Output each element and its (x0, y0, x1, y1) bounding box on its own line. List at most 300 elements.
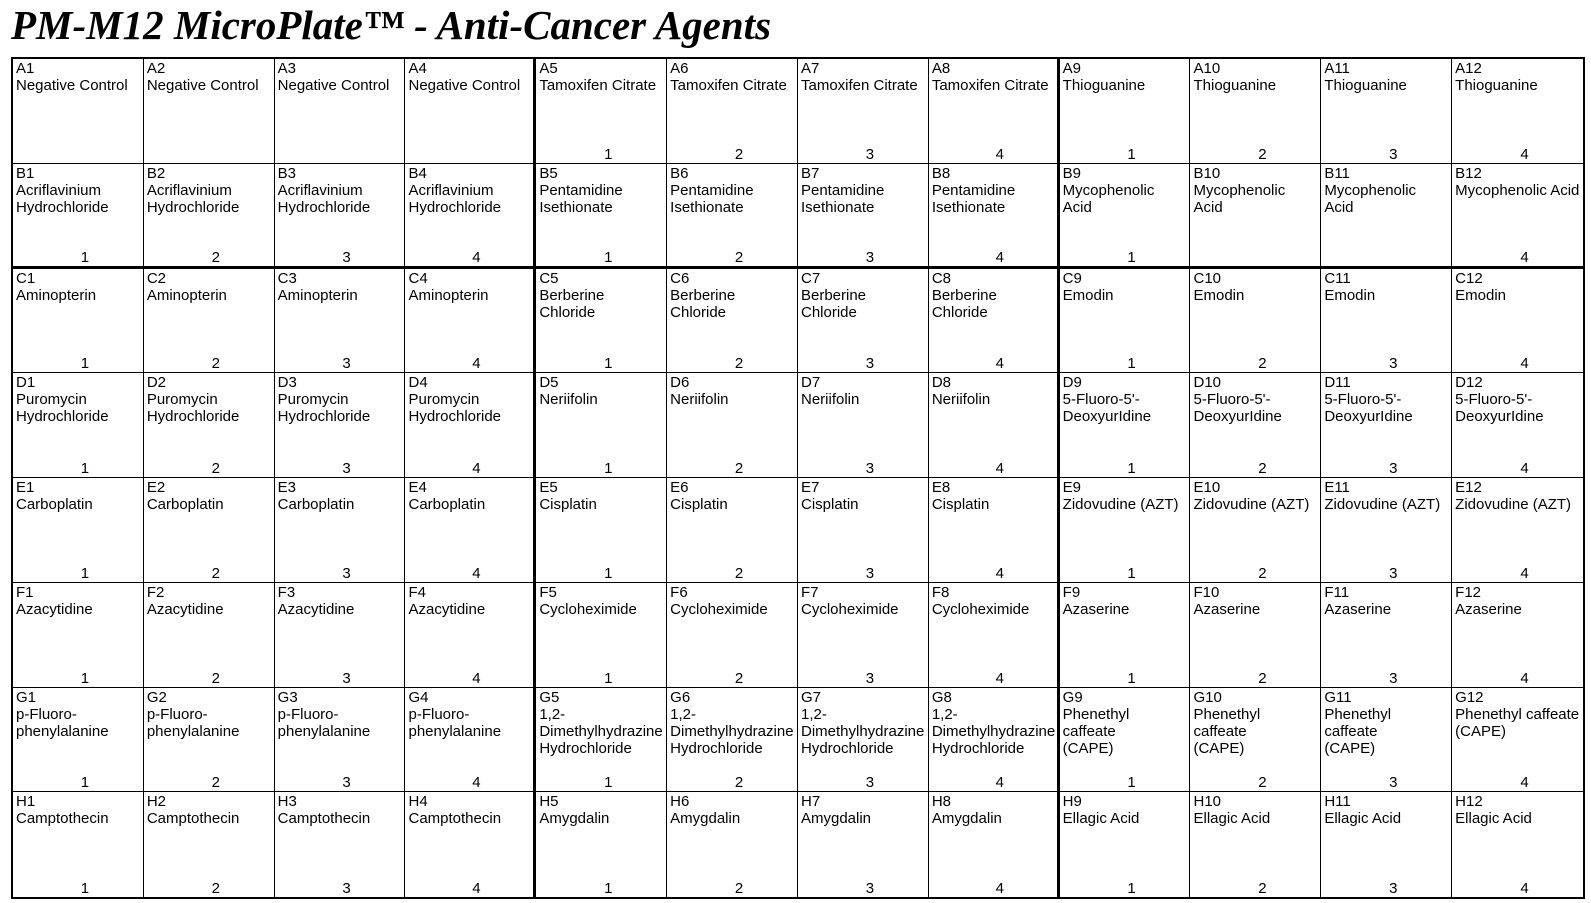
well-id: G4 (408, 688, 429, 706)
well-id: G1 (16, 688, 37, 706)
well-compound: Acriflavinium Hydrochloride (277, 181, 371, 216)
well-compound: Emodin (1324, 286, 1376, 304)
well-id: A7 (800, 60, 820, 77)
well-compound: Pentamidine Isethionate (931, 181, 1016, 216)
well-cell (1060, 688, 1191, 793)
well-id: G11 (1324, 688, 1352, 706)
well-compound: Azaserine (1455, 600, 1522, 618)
well-id: E2 (146, 479, 166, 496)
well-cell (1452, 792, 1583, 897)
well-id: B8 (931, 164, 951, 182)
well-cell (13, 688, 144, 793)
well-compound: Zidovudine (AZT) (1193, 496, 1310, 513)
well-concentration: 4 (995, 564, 1004, 582)
well-concentration: 1 (1127, 460, 1136, 477)
well-cell (275, 59, 406, 164)
well-compound: Azacytidine (277, 600, 355, 618)
well-id: A1 (16, 60, 35, 77)
well-concentration: 4 (472, 774, 481, 792)
well-id: B6 (670, 164, 689, 182)
well-cell (275, 688, 406, 793)
well-compound: Emodin (1193, 286, 1245, 304)
well-compound: Mycophenolic Acid (1324, 181, 1417, 216)
well-cell (1452, 478, 1583, 583)
well-cell (929, 164, 1060, 269)
well-id: G7 (800, 688, 821, 706)
well-concentration: 1 (80, 880, 90, 897)
well-id: C10 (1193, 269, 1222, 287)
well-cell (929, 688, 1060, 793)
well-cell (667, 59, 798, 164)
well-concentration: 4 (1520, 774, 1529, 792)
well-compound: Negative Control (16, 77, 128, 94)
well-id: C1 (16, 269, 36, 287)
well-cell (405, 269, 536, 374)
well-compound: 1,2- Dimethylhydrazine Hydrochloride (800, 705, 925, 757)
well-cell (536, 792, 667, 897)
well-cell (929, 792, 1060, 897)
well-compound: Cisplatin (800, 496, 859, 513)
well-compound: Berberine Chloride (670, 286, 736, 321)
well-id: B12 (1455, 164, 1482, 182)
well-concentration: 2 (1258, 145, 1267, 163)
well-concentration: 3 (342, 564, 351, 582)
well-concentration: 1 (1127, 564, 1136, 582)
well-concentration: 2 (734, 880, 744, 897)
well-cell (536, 373, 667, 478)
well-concentration: 2 (211, 460, 220, 477)
well-cell (798, 478, 929, 583)
well-concentration: 4 (995, 774, 1004, 792)
well-compound: Acriflavinium Hydrochloride (408, 181, 502, 216)
well-compound: Neriifolin (931, 391, 991, 409)
well-id: F4 (408, 583, 426, 601)
well-compound: Aminopterin (277, 286, 358, 304)
well-id: D10 (1193, 374, 1222, 392)
well-id: E7 (800, 479, 820, 496)
well-id: F6 (670, 583, 688, 601)
well-id: G2 (146, 688, 167, 706)
well-cell (798, 269, 929, 374)
well-concentration: 3 (865, 355, 875, 373)
well-concentration: 4 (1520, 880, 1529, 897)
well-id: B11 (1324, 164, 1350, 182)
well-id: D12 (1455, 374, 1483, 392)
well-cell (1190, 373, 1321, 478)
well-id: B4 (408, 164, 427, 182)
well-concentration: 2 (211, 774, 220, 792)
well-concentration: 1 (80, 669, 90, 687)
well-cell (144, 792, 275, 897)
well-compound: Berberine Chloride (800, 286, 867, 321)
well-id: H2 (146, 793, 167, 811)
well-concentration: 4 (1520, 145, 1529, 163)
well-concentration: 3 (1389, 145, 1398, 163)
well-cell (667, 583, 798, 688)
well-concentration: 4 (995, 145, 1004, 163)
well-compound: Camptothecin (16, 810, 109, 828)
well-id: G6 (670, 688, 691, 706)
well-id: E1 (16, 479, 35, 496)
well-compound: Carboplatin (16, 496, 93, 513)
well-compound: Tamoxifen Citrate (539, 77, 657, 94)
well-concentration: 1 (80, 564, 90, 582)
well-concentration: 4 (1520, 460, 1529, 477)
well-id: E4 (408, 479, 427, 496)
well-cell (667, 478, 798, 583)
well-id: B10 (1193, 164, 1221, 182)
well-compound: Mycophenolic Acid (1455, 181, 1580, 199)
well-compound: Carboplatin (408, 496, 486, 513)
well-compound: Azacytidine (146, 600, 224, 618)
well-cell (1321, 478, 1452, 583)
well-cell (1321, 59, 1452, 164)
well-id: F3 (277, 583, 296, 601)
well-cell (275, 164, 406, 269)
well-id: H8 (931, 793, 952, 811)
well-cell (667, 688, 798, 793)
well-id: G3 (277, 688, 298, 706)
well-cell (1190, 164, 1321, 269)
well-concentration: 4 (472, 460, 481, 477)
well-cell (405, 164, 536, 269)
well-cell (667, 373, 798, 478)
well-cell (536, 269, 667, 374)
well-compound: Phenethyl caffeate (CAPE) (1455, 705, 1580, 740)
well-cell (1190, 269, 1321, 374)
well-id: C2 (146, 269, 167, 287)
well-id: F1 (16, 583, 34, 601)
well-compound: Tamoxifen Citrate (670, 77, 787, 94)
well-concentration: 1 (1127, 880, 1136, 897)
well-concentration: 3 (342, 248, 351, 266)
well-compound: Camptothecin (277, 810, 371, 828)
well-concentration: 1 (80, 774, 90, 792)
well-id: H7 (800, 793, 821, 811)
well-compound: Cycloheximide (931, 600, 1030, 618)
well-compound: Thioguanine (1062, 77, 1146, 94)
well-cell (1060, 792, 1191, 897)
well-id: H9 (1062, 793, 1082, 811)
well-cell (536, 478, 667, 583)
well-id: A9 (1062, 60, 1082, 77)
well-id: A11 (1324, 60, 1350, 77)
well-compound: Berberine Chloride (539, 286, 605, 321)
well-cell (536, 59, 667, 164)
well-concentration: 1 (80, 248, 90, 266)
well-cell (1321, 373, 1452, 478)
well-cell (144, 373, 275, 478)
well-cell (798, 373, 929, 478)
well-concentration: 2 (211, 669, 220, 687)
well-cell (275, 792, 406, 897)
well-compound: Puromycin Hydrochloride (146, 391, 240, 426)
well-id: H4 (408, 793, 428, 811)
well-concentration: 2 (1258, 355, 1267, 373)
well-compound: Phenethyl caffeate (CAPE) (1193, 705, 1261, 757)
well-cell (536, 688, 667, 793)
well-cell (667, 164, 798, 269)
well-cell (13, 164, 144, 269)
well-cell (798, 688, 929, 793)
well-cell (1060, 478, 1191, 583)
well-concentration: 3 (865, 248, 875, 266)
well-compound: Ellagic Acid (1455, 810, 1532, 828)
well-concentration: 4 (472, 669, 481, 687)
well-cell (405, 583, 536, 688)
well-cell (1060, 164, 1191, 269)
well-compound: Zidovudine (AZT) (1062, 496, 1179, 513)
well-compound: Cisplatin (931, 496, 990, 513)
well-concentration: 2 (734, 355, 744, 373)
well-compound: Phenethyl caffeate (CAPE) (1324, 705, 1392, 757)
well-compound: Carboplatin (146, 496, 224, 513)
well-concentration: 2 (1258, 460, 1267, 477)
well-compound: Thioguanine (1324, 77, 1407, 94)
well-id: B5 (539, 164, 558, 182)
well-concentration: 3 (342, 355, 351, 373)
well-concentration: 3 (1389, 460, 1398, 477)
well-compound: Acriflavinium Hydrochloride (16, 181, 109, 216)
microplate-grid (11, 57, 1585, 899)
well-id: C11 (1324, 269, 1351, 287)
well-compound: Amygdalin (800, 810, 872, 828)
well-id: H3 (277, 793, 297, 811)
well-id: E6 (670, 479, 689, 496)
well-compound: Azaserine (1324, 600, 1392, 618)
well-concentration: 3 (1389, 355, 1398, 373)
well-cell (1321, 164, 1452, 269)
well-id: H6 (670, 793, 690, 811)
well-concentration: 4 (1520, 355, 1529, 373)
well-compound: Amygdalin (539, 810, 610, 828)
well-concentration: 4 (472, 880, 481, 897)
well-compound: Emodin (1062, 286, 1114, 304)
well-cell (929, 373, 1060, 478)
well-compound: Pentamidine Isethionate (800, 181, 885, 216)
well-id: D9 (1062, 374, 1082, 392)
well-cell (1321, 792, 1452, 897)
well-cell (798, 583, 929, 688)
well-compound: Azacytidine (408, 600, 486, 618)
well-compound: 1,2- Dimethylhydrazine Hydrochloride (931, 705, 1056, 757)
well-compound: p-Fluoro- phenylalanine (277, 705, 371, 740)
well-compound: Puromycin Hydrochloride (16, 391, 109, 426)
well-id: B7 (800, 164, 820, 182)
well-cell (405, 792, 536, 897)
well-cell (144, 269, 275, 374)
well-concentration: 1 (80, 460, 90, 477)
well-compound: p-Fluoro- phenylalanine (16, 705, 109, 740)
well-cell (144, 164, 275, 269)
well-id: D1 (16, 374, 36, 392)
well-id: E10 (1193, 479, 1221, 496)
well-id: D7 (800, 374, 821, 392)
well-compound: Aminopterin (146, 286, 227, 304)
well-concentration: 4 (1520, 564, 1529, 582)
well-id: F8 (931, 583, 950, 601)
well-cell (13, 373, 144, 478)
well-id: F7 (800, 583, 819, 601)
well-id: B9 (1062, 164, 1082, 182)
well-cell (405, 478, 536, 583)
well-compound: Acriflavinium Hydrochloride (146, 181, 240, 216)
well-id: G9 (1062, 688, 1083, 706)
well-compound: Thioguanine (1193, 77, 1277, 94)
well-compound: Mycophenolic Acid (1062, 181, 1155, 216)
well-compound: p-Fluoro- phenylalanine (146, 705, 240, 740)
well-concentration: 2 (734, 774, 744, 792)
well-compound: Azaserine (1062, 600, 1130, 618)
well-id: E3 (277, 479, 297, 496)
well-cell (1060, 59, 1191, 164)
well-concentration: 3 (342, 669, 351, 687)
well-cell (798, 792, 929, 897)
well-id: F9 (1062, 583, 1081, 601)
well-id: A3 (277, 60, 297, 77)
well-cell (667, 792, 798, 897)
well-id: E5 (539, 479, 558, 496)
well-cell (1190, 688, 1321, 793)
well-id: D4 (408, 374, 428, 392)
well-cell (405, 688, 536, 793)
well-cell (1190, 792, 1321, 897)
well-id: C7 (800, 269, 821, 287)
well-concentration: 1 (604, 774, 613, 792)
well-concentration: 3 (865, 774, 875, 792)
well-concentration: 3 (1389, 564, 1398, 582)
well-id: F12 (1455, 583, 1482, 601)
well-concentration: 3 (1389, 669, 1398, 687)
well-cell (405, 373, 536, 478)
well-cell (275, 478, 406, 583)
well-id: H11 (1324, 793, 1351, 811)
well-concentration: 3 (865, 460, 875, 477)
well-compound: Aminopterin (16, 286, 97, 304)
well-compound: Mycophenolic Acid (1193, 181, 1286, 216)
well-concentration: 2 (734, 145, 744, 163)
well-id: E12 (1455, 479, 1482, 496)
well-concentration: 4 (995, 355, 1004, 373)
well-compound: Neriifolin (670, 391, 729, 409)
well-concentration: 3 (1389, 774, 1398, 792)
well-compound: Ellagic Acid (1062, 810, 1140, 828)
well-cell (1452, 688, 1583, 793)
well-cell (13, 792, 144, 897)
well-cell (13, 269, 144, 374)
well-compound: Amygdalin (670, 810, 741, 828)
well-cell (1452, 373, 1583, 478)
well-id: A6 (670, 60, 689, 77)
well-compound: Cisplatin (670, 496, 728, 513)
well-compound: Puromycin Hydrochloride (408, 391, 502, 426)
well-id: B3 (277, 164, 297, 182)
well-compound: Emodin (1455, 286, 1507, 304)
well-concentration: 1 (80, 355, 90, 373)
well-cell (929, 59, 1060, 164)
well-compound: Pentamidine Isethionate (539, 181, 623, 216)
well-concentration: 1 (1127, 145, 1136, 163)
well-id: A4 (408, 60, 427, 77)
well-id: C3 (277, 269, 297, 287)
well-id: F5 (539, 583, 557, 601)
well-id: F2 (146, 583, 165, 601)
well-cell (1060, 583, 1191, 688)
well-cell (405, 59, 536, 164)
well-cell (1452, 269, 1583, 374)
well-compound: Ellagic Acid (1324, 810, 1402, 828)
well-concentration: 2 (734, 248, 744, 266)
well-cell (1190, 478, 1321, 583)
well-id: F11 (1324, 583, 1350, 601)
well-compound: Ellagic Acid (1193, 810, 1271, 828)
well-concentration: 1 (604, 355, 613, 373)
well-compound: Azacytidine (16, 600, 93, 618)
well-cell (144, 583, 275, 688)
well-concentration: 1 (604, 564, 613, 582)
well-concentration: 4 (1520, 248, 1529, 266)
well-concentration: 4 (995, 669, 1004, 687)
well-cell (536, 583, 667, 688)
well-concentration: 1 (1127, 355, 1136, 373)
well-concentration: 2 (211, 248, 220, 266)
well-compound: Carboplatin (277, 496, 355, 513)
well-compound: Azaserine (1193, 600, 1261, 618)
well-concentration: 4 (472, 248, 481, 266)
well-concentration: 1 (604, 669, 613, 687)
well-concentration: 2 (211, 564, 220, 582)
well-cell (275, 583, 406, 688)
well-id: A10 (1193, 60, 1221, 77)
well-concentration: 2 (1258, 880, 1267, 897)
well-concentration: 2 (211, 355, 220, 373)
well-concentration: 1 (604, 880, 613, 897)
well-compound: Pentamidine Isethionate (670, 181, 754, 216)
well-cell (144, 59, 275, 164)
well-id: E9 (1062, 479, 1082, 496)
well-compound: 5-Fluoro-5'- DeoxyurIdine (1062, 391, 1152, 426)
well-concentration: 1 (604, 460, 613, 477)
well-compound: p-Fluoro- phenylalanine (408, 705, 502, 740)
well-compound: 1,2- Dimethylhydrazine Hydrochloride (539, 705, 663, 757)
well-cell (929, 269, 1060, 374)
well-compound: Zidovudine (AZT) (1324, 496, 1441, 513)
well-concentration: 4 (995, 460, 1004, 477)
well-concentration: 4 (472, 355, 481, 373)
well-compound: Cycloheximide (670, 600, 768, 618)
well-cell (1452, 59, 1583, 164)
well-id: D8 (931, 374, 952, 392)
well-id: G5 (539, 688, 560, 706)
well-compound: Thioguanine (1455, 77, 1538, 94)
well-id: H1 (16, 793, 36, 811)
well-compound: 5-Fluoro-5'- DeoxyurIdine (1455, 391, 1544, 426)
well-id: H12 (1455, 793, 1483, 811)
well-concentration: 2 (211, 880, 220, 897)
well-compound: 5-Fluoro-5'- DeoxyurIdine (1324, 391, 1413, 426)
well-id: A5 (539, 60, 558, 77)
well-id: H5 (539, 793, 559, 811)
well-concentration: 2 (1258, 669, 1267, 687)
well-compound: Tamoxifen Citrate (931, 77, 1049, 94)
well-id: C4 (408, 269, 428, 287)
well-id: E8 (931, 479, 951, 496)
well-compound: Camptothecin (146, 810, 240, 828)
well-compound: Tamoxifen Citrate (800, 77, 918, 94)
well-compound: 5-Fluoro-5'- DeoxyurIdine (1193, 391, 1282, 426)
well-cell (275, 269, 406, 374)
well-id: G8 (931, 688, 952, 706)
